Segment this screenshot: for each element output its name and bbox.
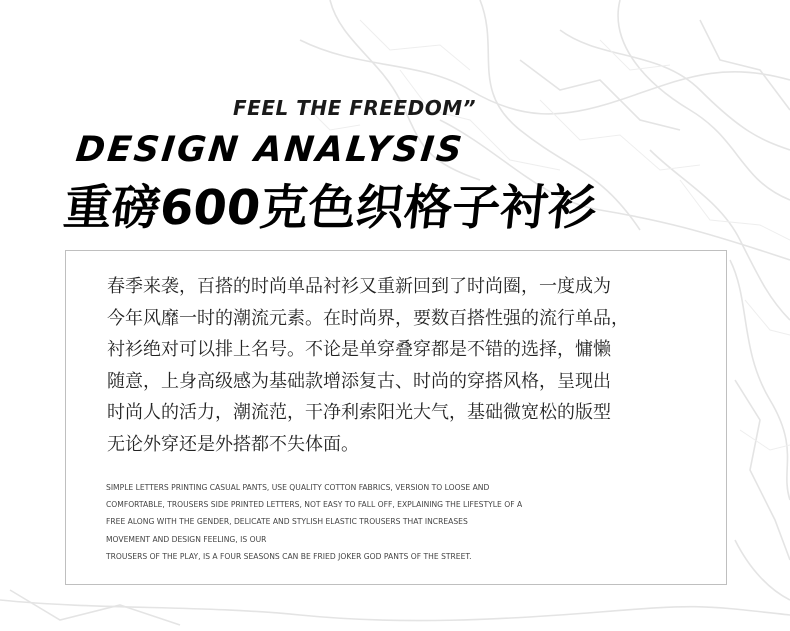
tagline: FEEL THE FREEDOM” — [233, 96, 476, 120]
description-box — [65, 250, 727, 585]
chinese-description-line: 时尚人的活力，潮流范，干净利索阳光大气，基础微宽松的版型 — [107, 402, 611, 424]
chinese-description-line: 随意，上身高级感为基础款增添复古、时尚的穿搭风格，呈现出 — [107, 370, 611, 392]
english-description-line: TROUSERS OF THE PLAY, IS A FOUR SEASONS CAN BE FRIED JOKER GOD PANTS OF THE STREET. — [106, 551, 472, 561]
english-description-line: COMFORTABLE, TROUSERS SIDE PRINTED LETTERS, NOT EASY TO FALL OFF, EXPLAINING THE LIFESTYLE OF A — [106, 500, 523, 510]
chinese-description-line: 春季来袭，百搭的时尚单品衬衫又重新回到了时尚圈，一度成为 — [107, 276, 611, 297]
english-description-line: FREE ALONG WITH THE GENDER, DELICATE AND STYLISH ELASTIC TROUSERS THAT INCREASES — [106, 517, 468, 527]
english-heading: DESIGN ANALYSIS — [73, 130, 467, 170]
english-description — [106, 479, 706, 565]
chinese-description-line: 衬衫绝对可以排上名号。不论是单穿叠穿都是不错的选择，慵懒 — [107, 339, 611, 361]
english-description-line: SIMPLE LETTERS PRINTING CASUAL PANTS, USE QUALITY COTTON FABRICS, VERSION TO LOOSE AND — [106, 483, 490, 492]
english-description-line: MOVEMENT AND DESIGN FEELING, IS OUR — [106, 534, 267, 544]
chinese-description — [107, 271, 707, 461]
chinese-product-title: 重磅600克色织格子衬衫 — [61, 180, 600, 236]
chinese-description-line: 无论外穿还是外搭都不失体面。 — [107, 433, 359, 455]
chinese-description-line: 今年风靡一时的潮流元素。在时尚界，要数百搭性强的流行单品， — [107, 307, 629, 329]
